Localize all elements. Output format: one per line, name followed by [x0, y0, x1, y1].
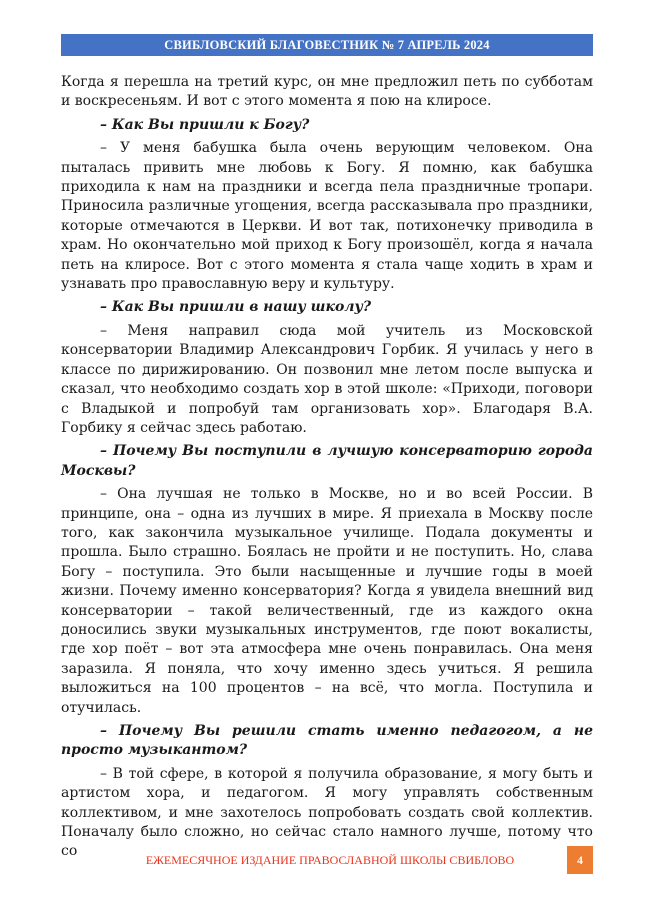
article-body: [61, 73, 593, 862]
question-1: – Как Вы пришли к Богу?: [100, 116, 310, 133]
question-3: – Почему Вы поступили в лучшую консерваторию города Москвы?: [61, 443, 593, 479]
answer-4: – В той сфере, в которой я получила образование, я могу быть и артистом хора, и педагогом. Я могу управлять собственным коллективом, и мне захотелось попробовать создать свой коллектив. Поначалу было сложно, но сейчас стало намного лучше, потому что со: [61, 765, 593, 860]
question-4: – Почему Вы решили стать именно педагогом, а не просто музыкантом?: [61, 723, 593, 759]
answer-3: – Она лучшая не только в Москве, но и во всей России. В принципе, она – одна из лучших в мире. Я приехала в Москву после того, как закончила музыкальное училище. Подала документы и прошла. Было страшно. Боялась не пройти и не поступить. Но, слава Богу – поступила. Это были насыщенные и лучшие годы в моей жизни. Почему именно консерватория? Когда я увидела внешний вид консерватории – такой величественный, где из каждого окна доносились звуки музыкальных инструментов, где поют вокалисты, где хор поёт – вот эта атмосфера мне очень понравилась. Она меня заразила. Я поняла, что хочу именно здесь учиться. Я решила выложиться на 100 процентов – на всё, что могла. Поступила и отучилась.: [61, 486, 593, 716]
footer-caption: ЕЖЕМЕСЯЧНОЕ ИЗДАНИЕ ПРАВОСЛАВНОЙ ШКОЛЫ СВИБЛОВО: [145, 853, 515, 867]
answer-2: – Меня направил сюда мой учитель из Московской консерватории Владимир Александрович Горбик. Я училась у него в классе по дирижированию. Он позвонил мне летом после выпуска и сказал, что необходимо создать хор в этой школе: «Приходи, поговори с Владыкой и попробуй там организовать хор». Благодаря В.А. Горбику я сейчас здесь работаю.: [61, 322, 593, 436]
page-number: 4: [577, 852, 583, 867]
question-2: – Как Вы пришли в нашу школу?: [100, 299, 372, 316]
paragraph-intro: Когда я перешла на третий курс, он мне предложил петь по субботам и воскресеньям. И вот с этого момента я пою на клиросе.: [61, 74, 593, 110]
newsletter-title: СВИБЛОВСКИЙ БЛАГОВЕСТНИК № 7 АПРЕЛЬ 2024: [164, 37, 490, 52]
page-number-badge: [567, 846, 593, 874]
answer-1: – У меня бабушка была очень верующим человеком. Она пыталась привить мне любовь к Богу. Я помню, как бабушка приходила к нам на праздники и всегда пела праздничные тропари. Приносила различные угощения, всегда рассказывала про праздники, которые отмечаются в Церкви. И вот так, потихонечку приводила в храм. Но окончательно мой приход к Богу произошёл, когда я начала петь на клиросе. Вот с этого момента я стала чаще ходить в храм и узнавать про православную веру и культуру.: [61, 140, 593, 293]
header-bar: [61, 34, 593, 56]
